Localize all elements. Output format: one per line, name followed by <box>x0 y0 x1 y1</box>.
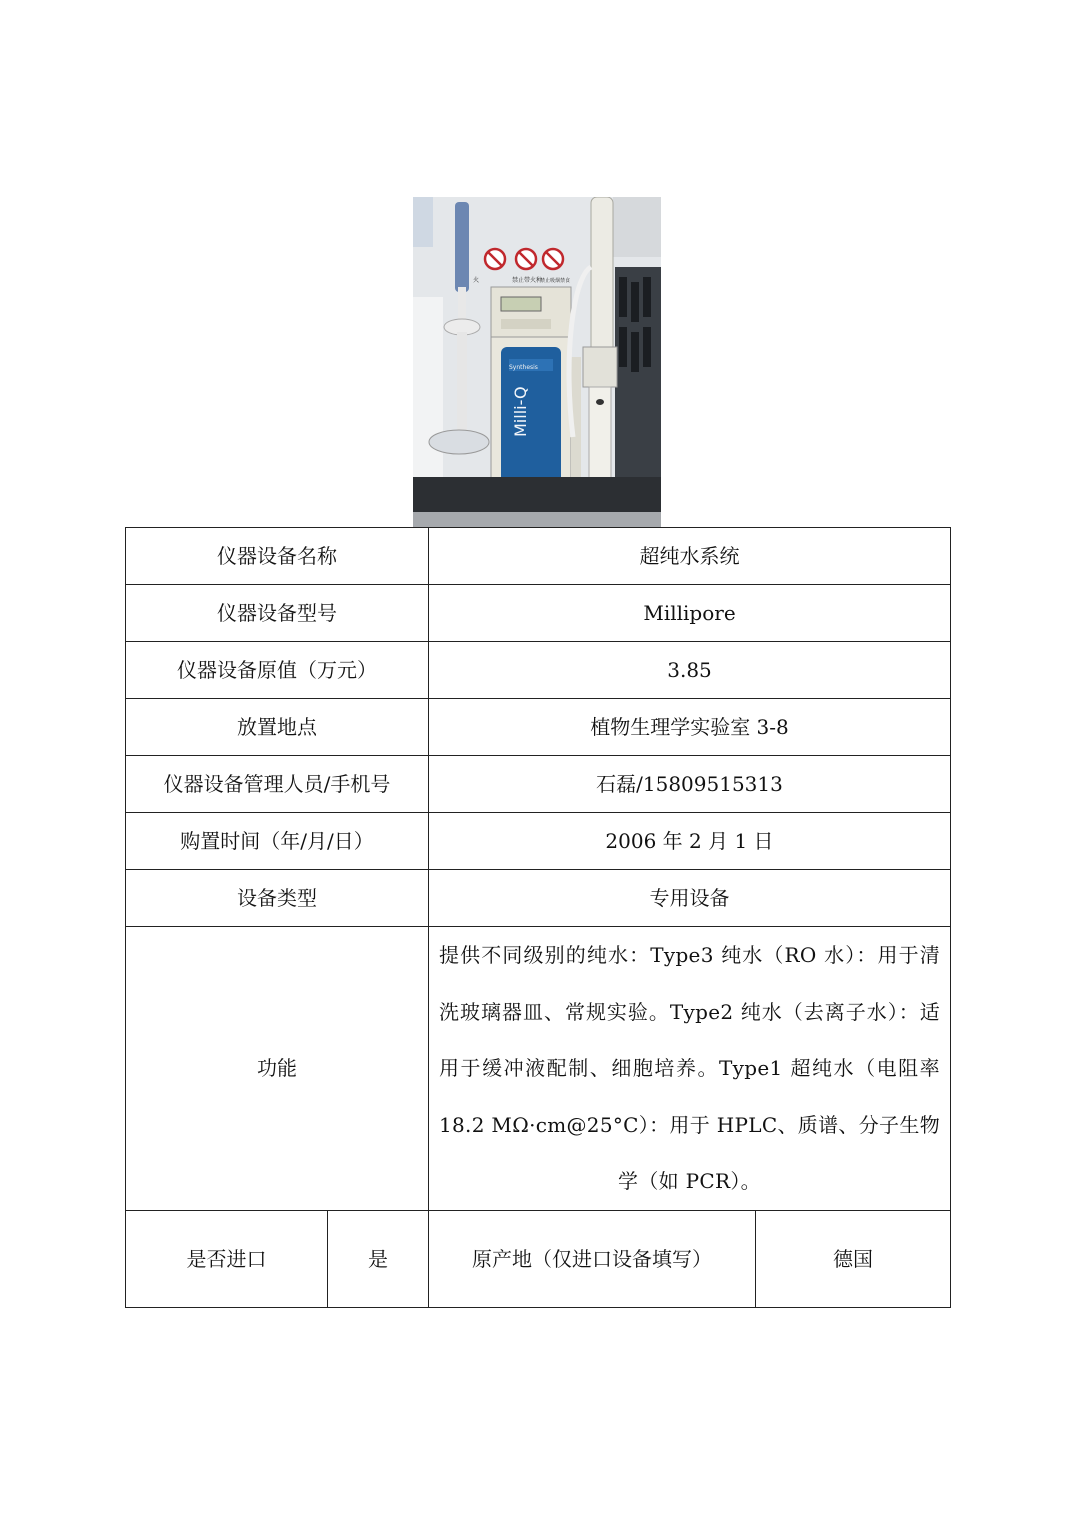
origin-value: 德国 <box>756 1210 951 1307</box>
sign-label-2: 禁止带火种 <box>512 277 543 284</box>
table-row <box>126 585 951 642</box>
spec-table <box>125 527 951 1308</box>
sign-label-3: 禁止吸烟禁食 <box>540 278 571 284</box>
sign-label-1: 火 <box>473 277 480 284</box>
device-panel-label: Synthesis <box>509 364 538 371</box>
row-label: 仪器设备型号 <box>126 585 429 642</box>
device-brand-label: Milli-Q <box>511 386 530 437</box>
row-label: 仪器设备管理人员/手机号 <box>126 756 429 813</box>
row-value: 石磊/15809515313 <box>429 756 951 813</box>
row-label: 仪器设备名称 <box>126 528 429 585</box>
row-label: 仪器设备原值（万元） <box>126 642 429 699</box>
row-value: Millipore <box>429 585 951 642</box>
row-label: 购置时间（年/月/日） <box>126 813 429 870</box>
function-description: 提供不同级别的纯水：Type3 纯水（RO 水）：用于清洗玻璃器皿、常规实验。Type2 纯水（去离子水）：适用于缓冲液配制、细胞培养。Type1 超纯水（电阻率 18.2 MΩ·cm@25°C）：用于 HPLC、质谱、分子生物学（如 PCR）。 <box>439 943 940 1193</box>
row-value: 2006 年 2 月 1 日 <box>429 813 951 870</box>
row-value: 超纯水系统 <box>429 528 951 585</box>
function-label: 功能 <box>126 927 429 1211</box>
row-label: 设备类型 <box>126 870 429 927</box>
import-value: 是 <box>328 1210 429 1307</box>
import-label: 是否进口 <box>126 1210 328 1307</box>
table-row <box>126 813 951 870</box>
table-row <box>126 699 951 756</box>
row-value: 植物生理学实验室 3-8 <box>429 699 951 756</box>
function-cell <box>429 927 951 1211</box>
table-row <box>126 756 951 813</box>
device-photo <box>413 197 661 527</box>
table-row <box>126 528 951 585</box>
table-row-import <box>126 1210 951 1307</box>
row-value: 3.85 <box>429 642 951 699</box>
table-row <box>126 642 951 699</box>
row-value: 专用设备 <box>429 870 951 927</box>
table-row-function <box>126 927 951 1211</box>
table-row <box>126 870 951 927</box>
origin-label: 原产地（仅进口设备填写） <box>429 1210 756 1307</box>
row-label: 放置地点 <box>126 699 429 756</box>
